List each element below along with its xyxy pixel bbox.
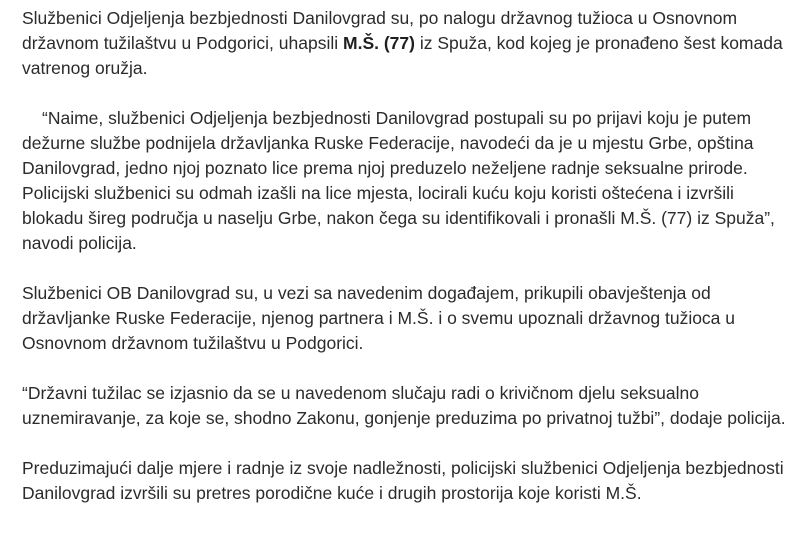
paragraph-arrest-text-start: Službenici Odjeljenja bezbjednosti Danilovgrad su, po nalogu državnog tužioca u Osnovnom državnom tužilaštvu u Podgorici, uhapsili	[22, 8, 738, 53]
paragraph-prosecutor-statement: “Državni tužilac se izjasnio da se u navedenom slučaju radi o krivičnom djelu seksualno uznemiravanje, za koje se, shodno Zakonu, gonjenje preduzima po privatnoj tužbi”, dodaje policija.	[22, 383, 786, 428]
paragraph-information-gathered: Službenici OB Danilovgrad su, u vezi sa navedenim događajem, prikupili obavještenja od državljanke Ruske Federacije, njenog partnera i M.Š. i o svemu upoznali državnog tužioca u Osnovnom državnom tužilaštvu u Podgorici.	[22, 283, 736, 353]
paragraph-arrest	[22, 6, 792, 81]
paragraph-house-search: Preduzimajući dalje mjere i radnje iz svoje nadležnosti, policijski službenici Odjeljenja bezbjednosti Danilovgrad izvršili su pretres porodične kuće i drugih prostorija koje koristi M.Š.	[22, 458, 784, 503]
suspect-initials: M.Š. (77)	[343, 33, 415, 53]
article-body	[22, 6, 792, 531]
paragraph-police-quote: “Naime, službenici Odjeljenja bezbjednosti Danilovgrad postupali su po prijavi koju je putem dežurne službe podnijela državljanka Ruske Federacije, navodeći da je u mjestu Grbe, opština Danilovgrad, jedno njoj poznato lice prema njoj preduzelo neželjene radnje seksualne prirode. Policijski službenici su odmah izašli na lice mjesta, locirali kuću koju koristi oštećena i izvršili blokadu šireg područja u naselju Grbe, nakon čega su identifikovali i pronašli M.Š. (77) iz Spuža”, navodi policija.	[22, 108, 775, 253]
paragraph-arrest-text-end: iz Spuža, kod kojeg je pronađeno šest komada vatrenog oružja.	[22, 33, 783, 78]
